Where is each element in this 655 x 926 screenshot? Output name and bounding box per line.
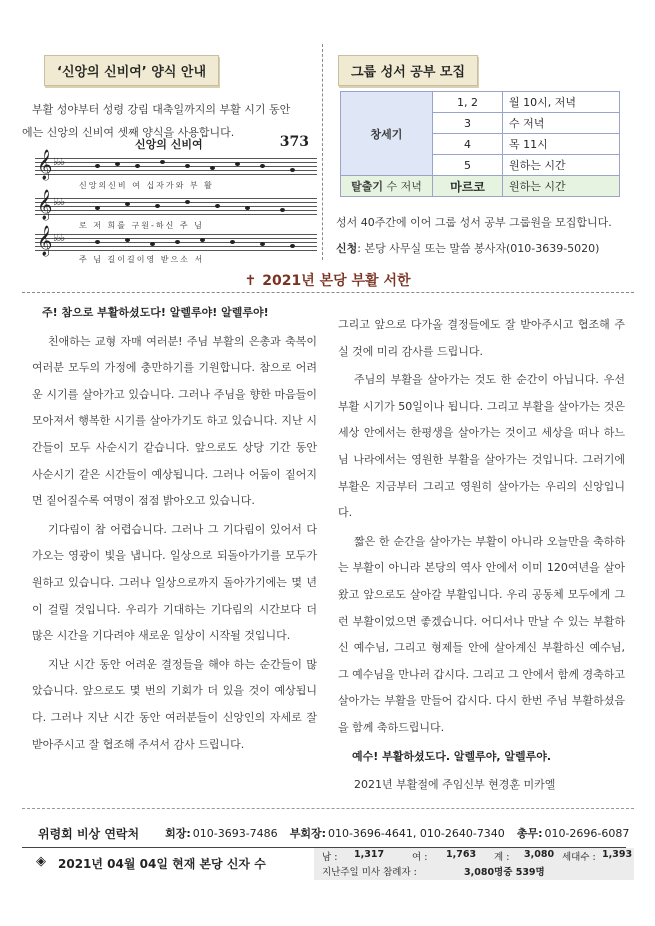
male-count: 1,317 <box>354 849 385 860</box>
vertical-divider <box>322 44 323 260</box>
table-row <box>341 92 620 113</box>
lyric-line-2: 로 저 희를 구원-하신 주 님 <box>79 221 204 230</box>
key-signature-icon: ♭♭♭ <box>53 197 65 208</box>
letter-paragraph: 짧은 한 순간을 살아가는 부활이 아니라 오늘만을 축하하는 부활이 아니라 본당의 역사 안에서 이미 120여년을 살아왔고 앞으로도 살아갈 부활입니다. 우리 공동체 모두에게 그런 부활이었으면 좋겠습니다. 어디서나 만날 수 있는 부활하신 예수님, 그리고 형제들 안에 살아계신 부활하신 예수님, 그 예수님을 만나러 갑시다. 그리고 그 안에서 함께 경축하고 살아가는 부활을 만들어 갑시다. 다시 한번 주님 부활하셨음을 함께 축하드립니다. <box>338 534 625 734</box>
staff-3 <box>35 226 317 256</box>
census-stats <box>314 848 634 880</box>
cross-icon: ✝ <box>244 273 257 289</box>
book-mark: 마르코 <box>433 176 503 197</box>
mass-count: 3,080명중 539명 <box>464 867 545 878</box>
apply-label: 신청 <box>336 242 358 255</box>
contact-row <box>38 818 638 848</box>
mystery-intro-line2: 에는 신앙의 신비여 셋째 양식을 사용합니다. <box>22 126 235 139</box>
letter-paragraph: 그리고 앞으로 다가올 결정들에도 잘 받아주시고 협조해 주실 것에 미리 감사를 드립니다. <box>338 318 625 358</box>
book-genesis: 창세기 <box>341 92 433 176</box>
apply-text: : 본당 사무실 또는 말씀 봉사자(010-3639-5020) <box>357 242 600 255</box>
census-stats-row <box>314 849 634 863</box>
census-bar <box>22 847 633 879</box>
book-exodus: 탈출기 <box>351 180 383 193</box>
key-signature-icon: ♭♭♭ <box>53 233 65 244</box>
key-signature-icon: ♭♭♭ <box>53 157 65 168</box>
letter-title-text: 2021년 본당 부활 서한 <box>262 273 411 289</box>
hymn-number: 373 <box>279 134 309 150</box>
vice-label: 부회장: <box>289 827 326 840</box>
female-label: 여 : <box>412 852 428 863</box>
book-exodus-cell <box>341 176 433 197</box>
time-cell: 목 11시 <box>503 134 620 155</box>
mass-label: 지난주일 미사 참례자 : <box>322 867 417 878</box>
bible-header: 그룹 성서 공부 모집 <box>338 55 478 86</box>
bible-section <box>334 55 624 86</box>
staff-1 <box>35 150 317 180</box>
time-cell: 월 10시, 저녁 <box>503 92 620 113</box>
hymn-title: 신앙의 신비여 <box>135 138 203 151</box>
president-label: 회장: <box>165 827 191 840</box>
president-phone: 010-3693-7486 <box>192 826 278 840</box>
time-cell: 원하는 시간 <box>503 155 620 176</box>
hymn-score <box>35 130 317 264</box>
letter-paragraph: 친애하는 교형 자매 여러분! 주님 부활의 은총과 축복이 여러분 모두의 가정에 충만하기를 기원합니다. 참으로 어려운 시기를 살아가고 있습니다. 그러나 주님을 향한 마음들이 모아져서 행복한 시기를 살아가기도 하고 있습니다. 지난 시간들이 모두 사순시기 같습니다. 앞으로도 상당 기간 동안 사순시기 같은 시간들이 예상됩니다. 그러나 어둠이 짙어지면 짙어질수록 여명이 점점 밝아오고 있습니다. <box>32 334 317 508</box>
book-mark-time: 원하는 시간 <box>503 176 620 197</box>
time-cell: 수 저녁 <box>503 113 620 134</box>
mass-attendance-row <box>314 864 634 878</box>
book-exodus-time: 수 저녁 <box>386 180 422 193</box>
letter-paragraph: 기다림이 참 어렵습니다. 그러나 그 기다림이 있어서 다가오는 영광이 빛을 냅니다. 일상으로 되돌아가기를 모두가 원하고 있습니다. 그러나 일상으로까지 돌아가기에는 몇 년이 걸릴 것입니다. 우리가 기대하는 기다림의 시간보다 더 많은 시간을 기다려야 새로운 일상이 시작될 것입니다. <box>32 522 317 643</box>
total-label: 계 : <box>494 852 510 863</box>
mystery-intro-line1: 부활 성야부터 성령 강림 대축일까지의 부활 시기 동안 <box>32 103 291 116</box>
letter-closing: 예수! 부활하셨도다. 알렐루야, 알렐루야. <box>352 749 552 763</box>
lyric-line-1: 신앙의신비 여 십자가와 부 활 <box>79 181 214 190</box>
bottom-divider <box>22 808 634 809</box>
secretary-phone: 010-2696-6087 <box>544 826 630 840</box>
treble-clef-icon: 𝄞 <box>37 150 53 180</box>
mystery-header: ‘신앙의 신비여’ 양식 안내 <box>44 55 219 86</box>
treble-clef-icon: 𝄞 <box>37 226 53 256</box>
group-cell: 4 <box>433 134 503 155</box>
census-date: 2021년 04월 04일 현재 본당 신자 수 <box>58 857 266 871</box>
female-count: 1,763 <box>446 849 477 860</box>
letter-greeting: 주! 참으로 부활하셨도다! 알렐루야! 알렐루야! <box>42 306 269 319</box>
diamond-icon: ◈ <box>36 854 46 869</box>
letter-left-column <box>32 300 317 760</box>
vice-phone: 010-3696-4641, 010-2640-7340 <box>327 826 505 840</box>
lyric-line-3: 주 님 길이길이영 받으소 서 <box>79 255 205 264</box>
letter-signature: 2021년 부활절에 주임신부 현경훈 미카엘 <box>354 778 556 792</box>
letter-paragraph: 주님의 부활을 살아가는 것도 한 순간이 아닙니다. 우선 부활 시기가 50일이나 됩니다. 그리고 부활을 살아가는 것은 세상 안에서는 한평생을 살아가는 것이고 세상을 떠나 하느님 나라에서는 영원한 부활을 살아가는 것입니다. 그러기에 부활은 지금부터 그리고 영원히 살아가는 우리의 신앙입니다. <box>338 373 625 520</box>
section-divider <box>22 292 634 293</box>
secretary-label: 총무: <box>516 827 543 840</box>
group-cell: 3 <box>433 113 503 134</box>
letter-right-column <box>338 312 625 801</box>
bible-schedule-table <box>340 91 620 197</box>
total-count: 3,080 <box>524 849 555 860</box>
group-cell: 5 <box>433 155 503 176</box>
group-cell: 1, 2 <box>433 92 503 113</box>
treble-clef-icon: 𝄞 <box>37 190 53 220</box>
table-row <box>341 176 620 197</box>
households-count: 1,393 <box>602 849 633 860</box>
households-label: 세대수 : <box>562 852 596 863</box>
male-label: 남 : <box>322 852 338 863</box>
apply-info <box>336 240 599 256</box>
staff-2 <box>35 190 317 220</box>
contact-label: 위령회 비상 연락처 <box>38 826 140 841</box>
recruit-notice: 성서 40주간에 이어 그룹 성서 공부 그룹원을 모집합니다. <box>336 216 612 229</box>
letter-paragraph: 지난 시간 동안 어려운 결정들을 해야 하는 순간들이 많았습니다. 앞으로도 몇 번의 기회가 더 있을 것이 예상됩니다. 그러나 지난 시간 동안 여러분들이 신앙인의 자세로 잘 받아주시고 잘 협조해 주셔서 감사 드립니다. <box>32 657 317 751</box>
letter-title <box>0 270 655 290</box>
